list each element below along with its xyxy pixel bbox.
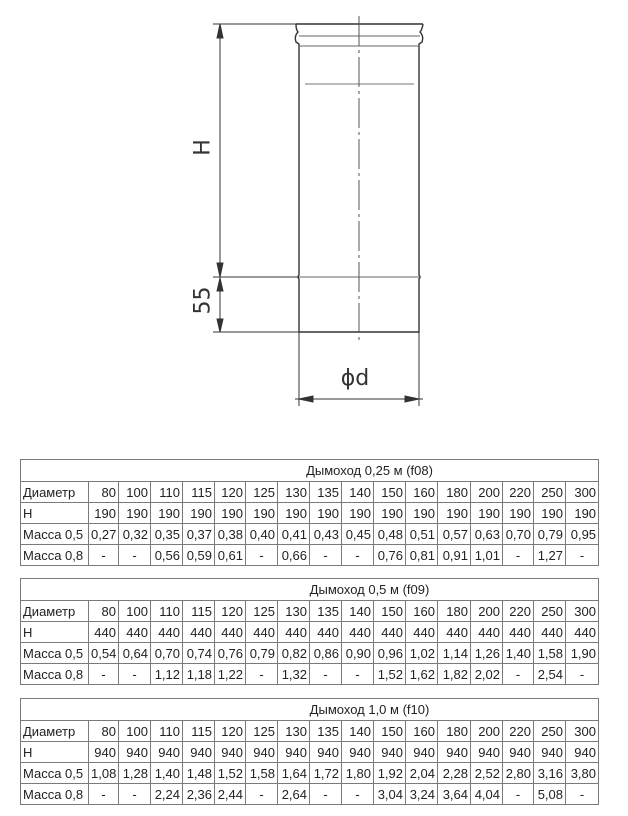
value-cell: - <box>89 784 119 805</box>
value-cell: 0,70 <box>503 524 534 545</box>
table-row <box>21 784 599 805</box>
value-cell: 440 <box>278 622 310 643</box>
value-cell: 0,90 <box>342 643 374 664</box>
value-cell: 1,72 <box>310 763 342 784</box>
diameter-cell: 140 <box>342 721 374 742</box>
diameter-cell: 130 <box>278 721 310 742</box>
value-cell: 440 <box>151 622 183 643</box>
value-cell: 0,91 <box>438 545 471 566</box>
diameter-cell: 130 <box>278 601 310 622</box>
value-cell: 1,58 <box>534 643 566 664</box>
diameter-cell: 80 <box>89 482 119 503</box>
value-cell: 190 <box>246 503 278 524</box>
value-cell: 2,36 <box>183 784 215 805</box>
value-cell: 0,96 <box>374 643 406 664</box>
diameter-cell: 180 <box>438 601 471 622</box>
diameter-cell: 250 <box>534 721 566 742</box>
value-cell: 0,51 <box>406 524 438 545</box>
diameter-cell: 300 <box>566 601 599 622</box>
value-cell: 940 <box>183 742 215 763</box>
value-cell: - <box>566 784 599 805</box>
value-cell: - <box>246 545 278 566</box>
diameter-cell: 200 <box>471 601 503 622</box>
row-label: H <box>21 622 89 643</box>
header-label: Диаметр <box>21 601 89 622</box>
value-cell: 1,40 <box>151 763 183 784</box>
header-label: Диаметр <box>21 721 89 742</box>
value-cell: 940 <box>406 742 438 763</box>
value-cell: 940 <box>471 742 503 763</box>
value-cell: 940 <box>151 742 183 763</box>
value-cell: 2,44 <box>215 784 246 805</box>
value-cell: 0,74 <box>183 643 215 664</box>
value-cell: - <box>503 545 534 566</box>
value-cell: 1,64 <box>278 763 310 784</box>
value-cell: 1,26 <box>471 643 503 664</box>
diameter-cell: 220 <box>503 601 534 622</box>
diameter-cell: 110 <box>151 482 183 503</box>
diameter-cell: 200 <box>471 721 503 742</box>
value-cell: 1,80 <box>342 763 374 784</box>
value-cell: 1,58 <box>246 763 278 784</box>
row-label: Масса 0,8 <box>21 664 89 685</box>
value-cell: 0,45 <box>342 524 374 545</box>
value-cell: 190 <box>342 503 374 524</box>
value-cell: 190 <box>438 503 471 524</box>
diameter-cell: 220 <box>503 721 534 742</box>
value-cell: 4,04 <box>471 784 503 805</box>
row-label: H <box>21 742 89 763</box>
value-cell: 3,04 <box>374 784 406 805</box>
value-cell: 1,40 <box>503 643 534 664</box>
value-cell: 190 <box>503 503 534 524</box>
value-cell: 1,18 <box>183 664 215 685</box>
value-cell: 440 <box>215 622 246 643</box>
diameter-cell: 80 <box>89 721 119 742</box>
value-cell: 190 <box>374 503 406 524</box>
diameter-cell: 300 <box>566 721 599 742</box>
dimension-55-label: 55 <box>190 286 216 315</box>
table-row <box>21 664 599 685</box>
diameter-cell: 150 <box>374 482 406 503</box>
value-cell: 1,48 <box>183 763 215 784</box>
spec-table-f09 <box>20 578 599 685</box>
value-cell: - <box>503 664 534 685</box>
value-cell: - <box>566 664 599 685</box>
value-cell: 2,54 <box>534 664 566 685</box>
row-label: Масса 0,5 <box>21 643 89 664</box>
value-cell: 1,08 <box>89 763 119 784</box>
value-cell: 1,12 <box>151 664 183 685</box>
value-cell: 0,76 <box>215 643 246 664</box>
diameter-cell: 135 <box>310 482 342 503</box>
diameter-cell: 150 <box>374 601 406 622</box>
value-cell: 1,62 <box>406 664 438 685</box>
diameter-cell: 100 <box>119 721 151 742</box>
dimension-diameter-label: ϕd <box>340 366 370 391</box>
diameter-cell: 125 <box>246 721 278 742</box>
table-row <box>21 503 599 524</box>
diameter-cell: 160 <box>406 482 438 503</box>
value-cell: 0,61 <box>215 545 246 566</box>
diameter-cell: 110 <box>151 721 183 742</box>
table-row <box>21 763 599 784</box>
value-cell: 0,86 <box>310 643 342 664</box>
diameter-cell: 100 <box>119 601 151 622</box>
value-cell: - <box>246 784 278 805</box>
value-cell: 940 <box>246 742 278 763</box>
table-header-row <box>21 601 599 622</box>
value-cell: 940 <box>119 742 151 763</box>
value-cell: 2,28 <box>438 763 471 784</box>
diameter-cell: 130 <box>278 482 310 503</box>
value-cell: 190 <box>183 503 215 524</box>
value-cell: - <box>310 784 342 805</box>
value-cell: 190 <box>119 503 151 524</box>
value-cell: 940 <box>438 742 471 763</box>
value-cell: - <box>310 664 342 685</box>
value-cell: 940 <box>566 742 599 763</box>
value-cell: 1,52 <box>374 664 406 685</box>
value-cell: 190 <box>151 503 183 524</box>
table-row <box>21 643 599 664</box>
value-cell: 0,43 <box>310 524 342 545</box>
dimension-h-label: H <box>190 139 216 156</box>
value-cell: 1,22 <box>215 664 246 685</box>
diameter-cell: 160 <box>406 721 438 742</box>
value-cell: 440 <box>310 622 342 643</box>
value-cell: 3,64 <box>438 784 471 805</box>
value-cell: 0,70 <box>151 643 183 664</box>
value-cell: 2,24 <box>151 784 183 805</box>
value-cell: - <box>119 784 151 805</box>
diameter-cell: 115 <box>183 721 215 742</box>
value-cell: 940 <box>215 742 246 763</box>
value-cell: 190 <box>310 503 342 524</box>
value-cell: 3,24 <box>406 784 438 805</box>
value-cell: - <box>89 664 119 685</box>
spec-table-f08 <box>20 459 599 566</box>
value-cell: 1,02 <box>406 643 438 664</box>
value-cell: 1,90 <box>566 643 599 664</box>
value-cell: 940 <box>310 742 342 763</box>
table-title-row <box>21 579 599 601</box>
table-row <box>21 742 599 763</box>
diameter-cell: 150 <box>374 721 406 742</box>
value-cell: 1,01 <box>471 545 503 566</box>
value-cell: - <box>246 664 278 685</box>
value-cell: 0,66 <box>278 545 310 566</box>
spec-table-f10 <box>20 698 599 805</box>
row-label: Масса 0,8 <box>21 545 89 566</box>
value-cell: 0,48 <box>374 524 406 545</box>
value-cell: 190 <box>89 503 119 524</box>
value-cell: 1,92 <box>374 763 406 784</box>
diameter-cell: 80 <box>89 601 119 622</box>
value-cell: 0,63 <box>471 524 503 545</box>
diameter-cell: 125 <box>246 482 278 503</box>
value-cell: 1,28 <box>119 763 151 784</box>
value-cell: - <box>342 664 374 685</box>
value-cell: - <box>503 784 534 805</box>
value-cell: 190 <box>534 503 566 524</box>
row-label: Масса 0,5 <box>21 763 89 784</box>
value-cell: 0,82 <box>278 643 310 664</box>
value-cell: 190 <box>278 503 310 524</box>
value-cell: 440 <box>119 622 151 643</box>
value-cell: - <box>89 545 119 566</box>
value-cell: 0,35 <box>151 524 183 545</box>
value-cell: 440 <box>183 622 215 643</box>
value-cell: 940 <box>503 742 534 763</box>
value-cell: - <box>119 545 151 566</box>
value-cell: 2,04 <box>406 763 438 784</box>
value-cell: 1,52 <box>215 763 246 784</box>
value-cell: 940 <box>278 742 310 763</box>
diameter-cell: 120 <box>215 601 246 622</box>
value-cell: 0,79 <box>534 524 566 545</box>
value-cell: 190 <box>215 503 246 524</box>
table-header-row <box>21 482 599 503</box>
value-cell: 0,41 <box>278 524 310 545</box>
value-cell: 0,40 <box>246 524 278 545</box>
header-label: Диаметр <box>21 482 89 503</box>
value-cell: 0,59 <box>183 545 215 566</box>
diameter-cell: 115 <box>183 601 215 622</box>
value-cell: 0,76 <box>374 545 406 566</box>
diameter-cell: 140 <box>342 482 374 503</box>
table-title <box>21 699 599 721</box>
value-cell: 1,14 <box>438 643 471 664</box>
diameter-cell: 160 <box>406 601 438 622</box>
value-cell: 2,64 <box>278 784 310 805</box>
value-cell: 440 <box>471 622 503 643</box>
value-cell: 3,16 <box>534 763 566 784</box>
value-cell: 3,80 <box>566 763 599 784</box>
value-cell: 0,54 <box>89 643 119 664</box>
value-cell: 440 <box>438 622 471 643</box>
table-row <box>21 545 599 566</box>
table-header-row <box>21 721 599 742</box>
value-cell: 0,32 <box>119 524 151 545</box>
diameter-cell: 135 <box>310 601 342 622</box>
row-label: Масса 0,5 <box>21 524 89 545</box>
value-cell: 440 <box>374 622 406 643</box>
table-title-row <box>21 699 599 721</box>
value-cell: 2,02 <box>471 664 503 685</box>
value-cell: 940 <box>89 742 119 763</box>
diameter-cell: 110 <box>151 601 183 622</box>
table-title <box>21 579 599 601</box>
diameter-cell: 120 <box>215 721 246 742</box>
table-row <box>21 524 599 545</box>
value-cell: 2,80 <box>503 763 534 784</box>
diameter-cell: 100 <box>119 482 151 503</box>
value-cell: 0,81 <box>406 545 438 566</box>
value-cell: 440 <box>503 622 534 643</box>
table-title <box>21 460 599 482</box>
value-cell: - <box>342 784 374 805</box>
value-cell: - <box>310 545 342 566</box>
value-cell: - <box>119 664 151 685</box>
value-cell: 2,52 <box>471 763 503 784</box>
value-cell: 440 <box>406 622 438 643</box>
value-cell: - <box>566 545 599 566</box>
value-cell: 0,38 <box>215 524 246 545</box>
value-cell: 190 <box>471 503 503 524</box>
value-cell: 1,27 <box>534 545 566 566</box>
diameter-cell: 250 <box>534 601 566 622</box>
value-cell: - <box>342 545 374 566</box>
diameter-cell: 300 <box>566 482 599 503</box>
table-row <box>21 622 599 643</box>
diameter-cell: 200 <box>471 482 503 503</box>
value-cell: 190 <box>406 503 438 524</box>
value-cell: 0,27 <box>89 524 119 545</box>
diameter-cell: 125 <box>246 601 278 622</box>
diameter-cell: 220 <box>503 482 534 503</box>
diameter-cell: 120 <box>215 482 246 503</box>
row-label: H <box>21 503 89 524</box>
value-cell: 1,82 <box>438 664 471 685</box>
value-cell: 5,08 <box>534 784 566 805</box>
value-cell: 0,95 <box>566 524 599 545</box>
value-cell: 940 <box>342 742 374 763</box>
value-cell: 0,64 <box>119 643 151 664</box>
value-cell: 440 <box>342 622 374 643</box>
table-title-text: Дымоход 0,25 м (f08) <box>306 463 433 478</box>
diameter-cell: 115 <box>183 482 215 503</box>
row-label: Масса 0,8 <box>21 784 89 805</box>
value-cell: 940 <box>374 742 406 763</box>
value-cell: 0,79 <box>246 643 278 664</box>
value-cell: 1,32 <box>278 664 310 685</box>
diameter-cell: 140 <box>342 601 374 622</box>
value-cell: 0,57 <box>438 524 471 545</box>
value-cell: 190 <box>566 503 599 524</box>
value-cell: 440 <box>566 622 599 643</box>
table-title-text: Дымоход 1,0 м (f10) <box>309 702 430 717</box>
value-cell: 940 <box>534 742 566 763</box>
value-cell: 440 <box>534 622 566 643</box>
diameter-cell: 135 <box>310 721 342 742</box>
value-cell: 0,56 <box>151 545 183 566</box>
value-cell: 440 <box>246 622 278 643</box>
table-title-text: Дымоход 0,5 м (f09) <box>309 582 430 597</box>
value-cell: 0,37 <box>183 524 215 545</box>
diameter-cell: 250 <box>534 482 566 503</box>
value-cell: 440 <box>89 622 119 643</box>
diameter-cell: 180 <box>438 721 471 742</box>
table-title-row <box>21 460 599 482</box>
diameter-cell: 180 <box>438 482 471 503</box>
